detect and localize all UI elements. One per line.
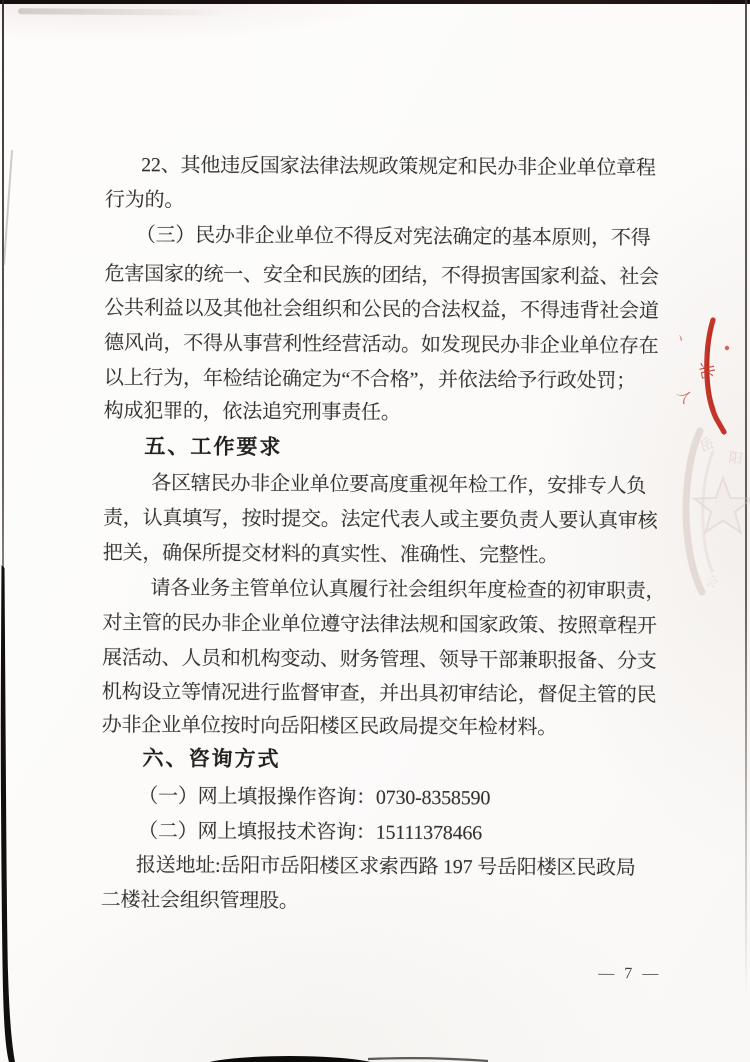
text-line: 公共利益以及其他社会组织和公民的合法权益，不得违背社会道 [104,297,659,323]
seal-red-mark: 人 [673,386,694,407]
text-line: 责，认真填写，按时提交。法定代表人或主要负责人要认真审核 [102,507,658,533]
seal-red-mark: 北 [695,359,718,381]
text-line: 22、其他违反国家法律法规政策规定和民办非企业单位章程 [141,154,656,180]
text-line: （一）网上填报操作咨询：0730-8358590 [138,785,491,810]
stamp-char: 阳 [727,451,744,468]
stamp-char: 岳 [697,436,717,456]
text-line: 以上行为，年检结论确定为“不合格”，并依法给予行政处罚； [103,367,637,393]
text-line: 报送地址:岳阳市岳阳楼区求索西路 197 号岳阳楼区民政局 [135,854,636,880]
section-heading: 五、工作要求 [144,435,283,460]
text-line: 行为的。 [104,189,185,212]
text-line: （三）民办非企业单位不得反对宪法确定的基本原则，不得 [135,224,651,250]
text-line: 二楼社会组织管理股。 [100,888,299,913]
page-number: — 7 — [598,965,662,983]
text-line: 机构设立等情况进行监督审查，并出具初审结论，督促主管的民 [101,680,657,707]
seal-red-mark: 丶 [671,330,689,348]
text-line: 展活动、人员和机构变动、财务管理、领导干部兼职报备、分支 [102,646,657,673]
section-heading: 六、咨询方式 [142,747,281,772]
text-line: 危害国家的统一、安全和民族的团结，不得损害国家利益、社会 [104,263,659,289]
stamp-char: 会 [703,572,721,591]
text-line: 对主管的民办非企业单位遵守法律法规和国家政策、按照章程开 [102,611,657,638]
text-line: 各区辖民办非企业单位要高度重视年检工作，安排专人负 [151,472,647,498]
text-line: （二）网上填报技术咨询：15111378466 [138,820,483,845]
text-line: 办非企业单位按时向岳阳楼区民政局提交年检材料。 [101,713,558,739]
text-line: 把关，确保所提交材料的真实性、准确性、完整性。 [102,541,559,567]
text-line: 请各业务主管单位认真履行社会组织年度检查的初审职责， [150,577,666,603]
text-line: 构成犯罪的，依法追究刑事责任。 [103,400,401,424]
text-line: 德风尚，不得从事营利性经营活动。如发现民办非企业单位存在 [104,332,659,358]
